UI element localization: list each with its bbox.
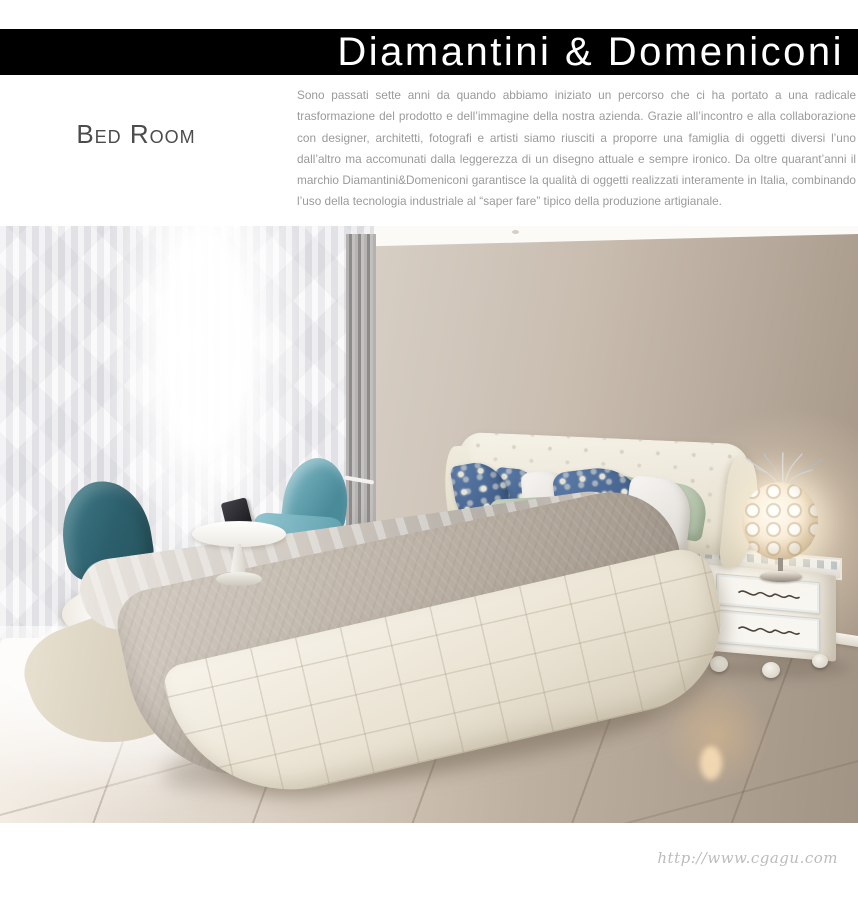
recessed-light [512,230,519,234]
intro-paragraph: Sono passati sette anni da quando abbiamo iniziato un percorso che ci ha portato a una radicale trasformazione del prodotto e dell’immagine della nostra azienda. Grazie all’incontro e alla collaborazione con designer, architetti, fotografi e artisti siamo riusciti a proporre una famiglia di oggetti diversi l’uno dall’altro ma accomunati dalla leggerezza di un disegno attuale e sempre ironico. Da oltre quarant’anni il marchio Diamantini&Domeniconi garantisce la qualità di oggetti realizzati interamente in Italia, combinando l’uso della tecnologia industriale al “saper fare” tipico della produzione artigianale. [297,88,856,209]
drawer-handle-ornament [737,622,801,640]
table-foot [216,572,262,586]
nightstand-drawer [716,609,820,652]
bedroom-photo [0,226,858,823]
lamp-shell-globe [742,482,818,560]
tulip-side-table [192,498,292,606]
watermark-url: http://www.cgagu.com [657,849,838,867]
lamp-floor-hotspot [700,746,722,780]
nightstand-foot [710,656,728,672]
capiz-shell-lamp [728,452,838,602]
room-label: Bed Room [76,119,196,149]
nightstand-foot [812,654,828,668]
lamp-base [760,571,802,582]
nightstand-foot [762,662,780,678]
title-banner [0,29,858,75]
table-top [192,521,286,547]
brand-title: Diamantini & Domeniconi [337,30,844,74]
